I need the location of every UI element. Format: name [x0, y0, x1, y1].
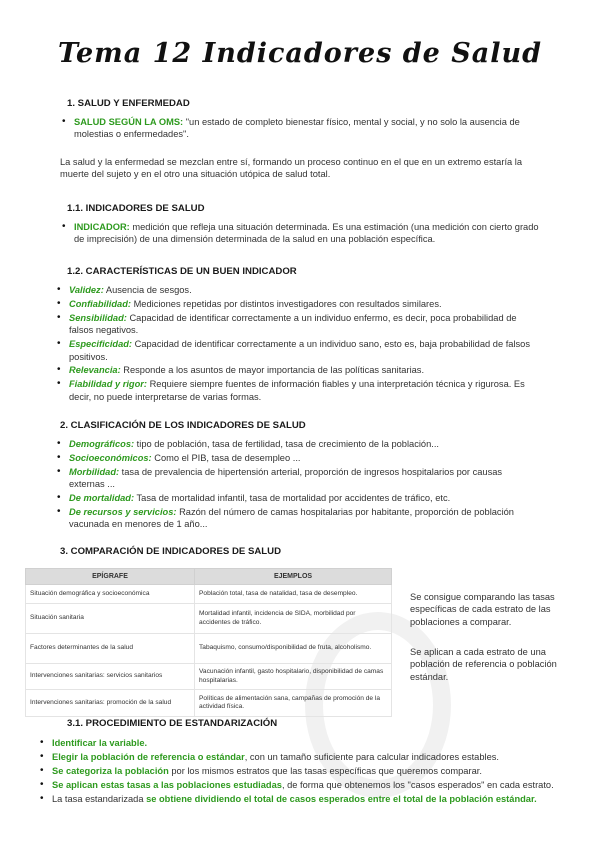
list-item — [60, 116, 535, 141]
clasificacion-list — [55, 438, 540, 532]
section-heading-caracteristicas: 1.2. CARACTERÍSTICAS DE UN BUEN INDICADOR — [67, 266, 297, 277]
table-cell: Factores determinantes de la salud — [26, 634, 195, 664]
table-cell: Mortalidad infantil, incidencia de SIDA, morbilidad por accidentes de tráfico. — [195, 604, 392, 634]
oms-definition-list — [60, 116, 535, 142]
salud-paragraph: La salud y la enfermedad se mezclan entre sí, formando un proceso continuo en el que en un extremo estaría la muerte del sujeto y en el otro una situación utópica de salud total. — [60, 157, 523, 180]
list-item: • Sensibilidad: Capacidad de identificar correctamente a un individuo enfermo, es decir, poca probabilidad de falsos negativos. — [55, 312, 540, 337]
table-row — [26, 690, 392, 717]
oms-text: "un estado de completo bienestar físico, mental y social, y no solo la ausencia de molestias o enfermedades". — [74, 117, 520, 140]
section-heading-estandarizacion: 3.1. PROCEDIMIENTO DE ESTANDARIZACIÓN — [67, 718, 278, 729]
list-item: • Socioeconómicos: Como el PIB, tasa de desempleo ... — [55, 452, 540, 464]
caracteristicas-list — [55, 284, 540, 405]
indicador-label: INDICADOR: — [74, 222, 130, 232]
table-cell: Intervenciones sanitarias: promoción de la salud — [26, 690, 195, 717]
table-cell: Intervenciones sanitarias: servicios sanitarios — [26, 664, 195, 690]
comparison-table — [25, 568, 392, 717]
list-item: • Se categoriza la población por los mismos estratos que las tasas específicas que queremos comparar. — [38, 765, 578, 777]
list-item — [60, 221, 540, 246]
section-heading-comparacion: 3. COMPARACIÓN DE INDICADORES DE SALUD — [60, 546, 282, 557]
oms-label: SALUD SEGÚN LA OMS: — [74, 117, 184, 127]
table-row — [26, 664, 392, 690]
side-note-2: Se aplican a cada estrato de una población de referencia o población estándar. — [410, 647, 557, 682]
table-cell: Vacunación infantil, gasto hospitalario, disponibilidad de camas hospitalarias. — [195, 664, 392, 690]
list-item: • Morbilidad: tasa de prevalencia de hipertensión arterial, proporción de ingresos hospitalarios por causas externas ... — [55, 466, 540, 491]
list-item: • Confiabilidad: Mediciones repetidas por distintos investigadores con resultados similares. — [55, 298, 540, 310]
table-header: EJEMPLOS — [195, 569, 392, 585]
table-row — [26, 585, 392, 604]
table-row — [26, 634, 392, 664]
list-item: • Relevancia: Responde a los asuntos de mayor importancia de las políticas sanitarias. — [55, 364, 540, 376]
table-cell: Población total, tasa de natalidad, tasa de desempleo. — [195, 585, 392, 604]
list-item: • De mortalidad: Tasa de mortalidad infantil, tasa de mortalidad por accidentes de tráfico, etc. — [55, 492, 540, 504]
section-heading-salud-enfermedad: 1. SALUD Y ENFERMEDAD — [67, 98, 190, 109]
table-cell: Situación demográfica y socioeconómica — [26, 585, 195, 604]
indicador-text: medición que refleja una situación determinada. Es una estimación (una medición con cierto grado de imprecisión) de una dimensión determinada de la salud en una población específica. — [74, 222, 539, 245]
list-item: • Identificar la variable. — [38, 737, 578, 749]
list-item: • Demográficos: tipo de población, tasa de fertilidad, tasa de crecimiento de la población... — [55, 438, 540, 450]
list-item: • Especificidad: Capacidad de identificar correctamente a un individuo sano, esto es, baja probabilidad de falsos positivos. — [55, 338, 540, 363]
page-title: Tema 12 Indicadores de Salud — [57, 38, 543, 69]
list-item: • La tasa estandarizada se obtiene dividiendo el total de casos esperados entre el total de la población estándar. — [38, 793, 578, 805]
table-header: EPÍGRAFE — [26, 569, 195, 585]
section-heading-clasificacion: 2. CLASIFICACIÓN DE LOS INDICADORES DE SALUD — [60, 420, 306, 431]
section-heading-indicadores: 1.1. INDICADORES DE SALUD — [67, 203, 205, 214]
list-item: • Elegir la población de referencia o estándar, con un tamaño suficiente para calcular indicadores estables. — [38, 751, 578, 763]
list-item: • Validez: Ausencia de sesgos. — [55, 284, 540, 296]
table-cell: Situación sanitaria — [26, 604, 195, 634]
table-cell: Políticas de alimentación sana, campañas de promoción de la actividad física. — [195, 690, 392, 717]
table-cell: Tabaquismo, consumo/disponibilidad de fruta, alcoholismo. — [195, 634, 392, 664]
side-note-1: Se consigue comparando las tasas específicas de cada estrato de las poblaciones a comparar. — [410, 592, 555, 627]
list-item: • De recursos y servicios: Razón del número de camas hospitalarias por habitante, proporción de población vacunada en menores de 1 año... — [55, 506, 540, 531]
estandarizacion-list — [38, 737, 578, 807]
table-header-row — [26, 569, 392, 585]
table-row — [26, 604, 392, 634]
list-item: • Se aplican estas tasas a las poblaciones estudiadas, de forma que obtenemos los "casos esperados" en cada estrato. — [38, 779, 578, 791]
indicador-list — [60, 221, 540, 247]
list-item: • Fiabilidad y rigor: Requiere siempre fuentes de información fiables y una interpretación técnica y rigurosa. Es decir, no puede interpretarse de varias formas. — [55, 378, 540, 403]
